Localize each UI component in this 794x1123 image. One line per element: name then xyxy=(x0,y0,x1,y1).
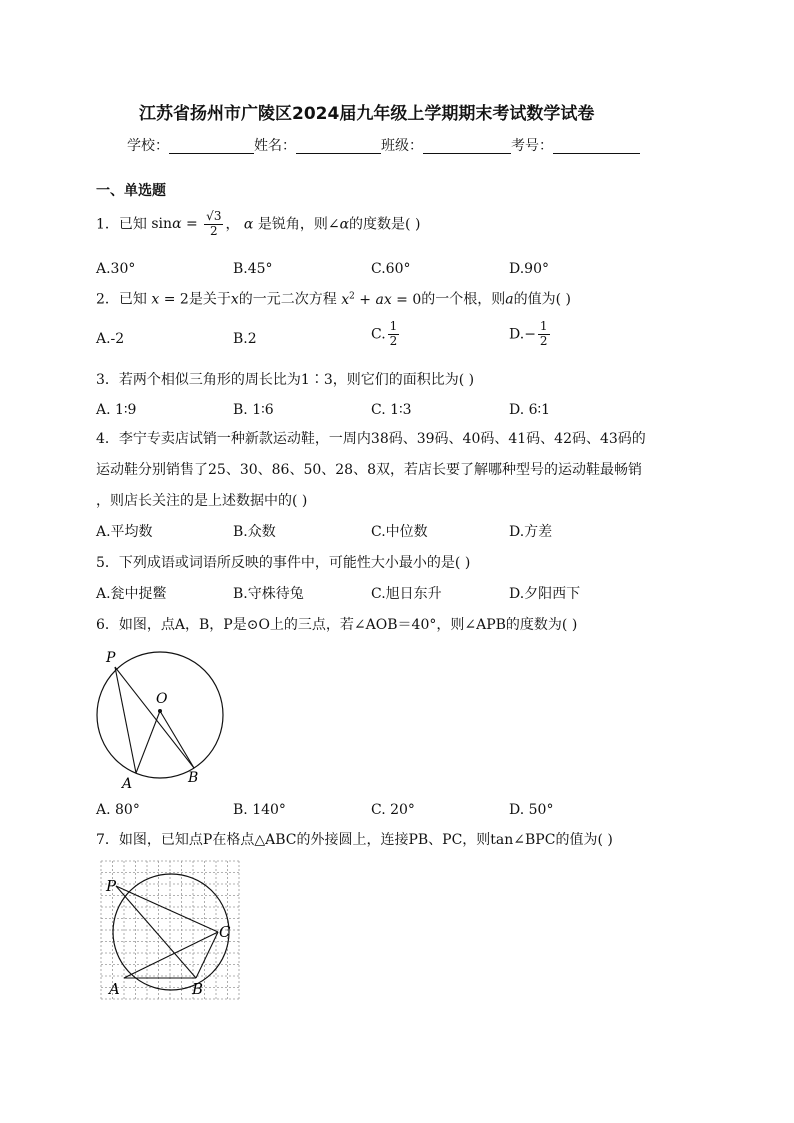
q2-x: x xyxy=(230,291,239,308)
q5-option-d[interactable]: D.夕阳西下 xyxy=(509,586,581,602)
q2-mid3: 的一个根，则 xyxy=(421,291,506,308)
school-blank[interactable] xyxy=(169,139,254,154)
q5-option-a[interactable]: A.瓮中捉鳖 xyxy=(96,586,167,602)
q7-label-b: B xyxy=(192,980,204,998)
q2-option-b[interactable]: B.2 xyxy=(233,331,257,347)
q2-option-d[interactable]: D.− $\frac{1}{2}$ xyxy=(509,319,548,348)
q6-label-p: P xyxy=(106,650,116,666)
q6-option-a[interactable]: A. 80° xyxy=(96,802,140,818)
question-5: 5．下列成语或词语所反映的事件中，可能性大小最小的是( ) xyxy=(96,555,471,571)
q1-mid: 是锐角，则∠ xyxy=(253,216,340,233)
q7-label-a: A xyxy=(109,980,120,998)
class-label: 班级： xyxy=(381,138,423,154)
q6-option-c[interactable]: C. 20° xyxy=(371,802,415,818)
q7-segment-pc xyxy=(116,886,218,932)
q6-segment-pb xyxy=(115,667,194,768)
q5-option-c[interactable]: C.旭日东升 xyxy=(371,586,442,602)
q2-lead: 2．已知 xyxy=(96,291,147,308)
q6-segment-ob xyxy=(160,711,194,768)
q1-option-c[interactable]: C.60° xyxy=(371,261,411,277)
q2-eq2: $x^2$ + ax = 0 xyxy=(341,291,422,308)
q6-segment-oa xyxy=(136,711,160,773)
q7-circumcircle xyxy=(113,874,229,990)
q7-label-p: P xyxy=(106,877,117,895)
q2-option-d-fraction: $\frac{1}{2}$ xyxy=(539,319,548,348)
q3-option-a[interactable]: A. 1∶9 xyxy=(96,402,137,418)
q2-option-a[interactable]: A.-2 xyxy=(96,331,125,347)
q5-option-b[interactable]: B.守株待兔 xyxy=(233,586,304,602)
q2-option-c[interactable] xyxy=(371,320,401,349)
question-6: 6．如图，点A，B，P是⊙O上的三点，若∠AOB＝40°，则∠APB的度数为( ) xyxy=(96,617,578,633)
name-blank[interactable] xyxy=(296,139,381,154)
q2-eq1: x = 2 xyxy=(151,291,189,308)
q1-lead: 1．已知 xyxy=(96,216,147,233)
q4-option-c[interactable]: C.中位数 xyxy=(371,524,428,540)
q1-alpha: α xyxy=(243,216,254,233)
q6-option-b[interactable]: B. 140° xyxy=(233,802,286,818)
q2-end: 的值为( ) xyxy=(513,291,571,308)
q6-option-d[interactable]: D. 50° xyxy=(509,802,554,818)
q2-option-d-label: D. xyxy=(509,326,525,343)
page-title: 江苏省扬州市广陵区2024届九年级上学期期末考试数学试卷 xyxy=(139,104,595,124)
q7-segment-ac xyxy=(124,932,218,978)
q2-mid1: 是关于 xyxy=(188,291,231,308)
name-label: 姓名： xyxy=(254,138,296,154)
q7-segment-pb xyxy=(116,886,196,978)
school-label: 学校： xyxy=(127,138,169,154)
q7-grid-figure xyxy=(98,858,244,1003)
question-4-line2: 运动鞋分别销售了25、30、86、50、28、8双，若店长要了解哪种型号的运动鞋最畅销 xyxy=(96,462,642,478)
info-line xyxy=(127,139,640,154)
q1-fraction: $\frac{√3}{2}$ xyxy=(206,209,222,238)
class-blank[interactable] xyxy=(423,139,511,154)
question-7: 7．如图，已知点P在格点△ABC的外接圆上，连接PB、PC，则tan∠BPC的值为( ) xyxy=(96,832,613,848)
question-3: 3．若两个相似三角形的周长比为1∶3，则它们的面积比为( ) xyxy=(96,372,475,388)
q2-a: a xyxy=(505,291,514,308)
question-4-line3: ，则店长关注的是上述数据中的( ) xyxy=(96,493,308,509)
q3-option-b[interactable]: B. 1∶6 xyxy=(233,402,274,418)
question-4-line1: 4．李宁专卖店试销一种新款运动鞋，一周内38码、39码、40码、41码、42码、43码的 xyxy=(96,431,646,447)
q7-label-c: C xyxy=(219,923,231,941)
number-blank[interactable] xyxy=(553,139,640,154)
q2-option-c-fraction: $\frac{1}{2}$ xyxy=(389,319,398,348)
q6-label-o: O xyxy=(156,691,168,707)
number-label: 考号： xyxy=(511,138,553,154)
q6-label-b: B xyxy=(188,770,199,786)
q7-segment-bc xyxy=(196,932,218,978)
section-heading: 一、单选题 xyxy=(96,183,166,199)
q6-segment-pa xyxy=(115,667,136,773)
question-2 xyxy=(96,292,571,307)
q2-mid2: 的一元二次方程 xyxy=(238,291,337,308)
q1-comma: ， xyxy=(225,216,240,233)
q4-option-b[interactable]: B.众数 xyxy=(233,524,276,540)
q1-formula: sinα = $\frac{√3}{2}$ xyxy=(151,209,222,238)
q4-option-a[interactable]: A.平均数 xyxy=(96,524,153,540)
q6-center-dot xyxy=(158,709,162,713)
q3-option-c[interactable]: C. 1∶3 xyxy=(371,402,412,418)
q1-alpha2: α xyxy=(339,216,350,233)
q6-label-a: A xyxy=(122,776,133,792)
q6-circle-figure xyxy=(90,645,240,795)
q1-option-b[interactable]: B.45° xyxy=(233,261,273,277)
q1-end: 的度数是( ) xyxy=(349,216,421,233)
q4-option-d[interactable]: D.方差 xyxy=(509,524,553,540)
q3-option-d[interactable]: D. 6∶1 xyxy=(509,402,551,418)
question-1 xyxy=(96,210,420,239)
q1-option-a[interactable]: A.30° xyxy=(96,261,136,277)
q1-option-d[interactable]: D.90° xyxy=(509,261,549,277)
q2-option-c-label: C. xyxy=(371,326,386,343)
